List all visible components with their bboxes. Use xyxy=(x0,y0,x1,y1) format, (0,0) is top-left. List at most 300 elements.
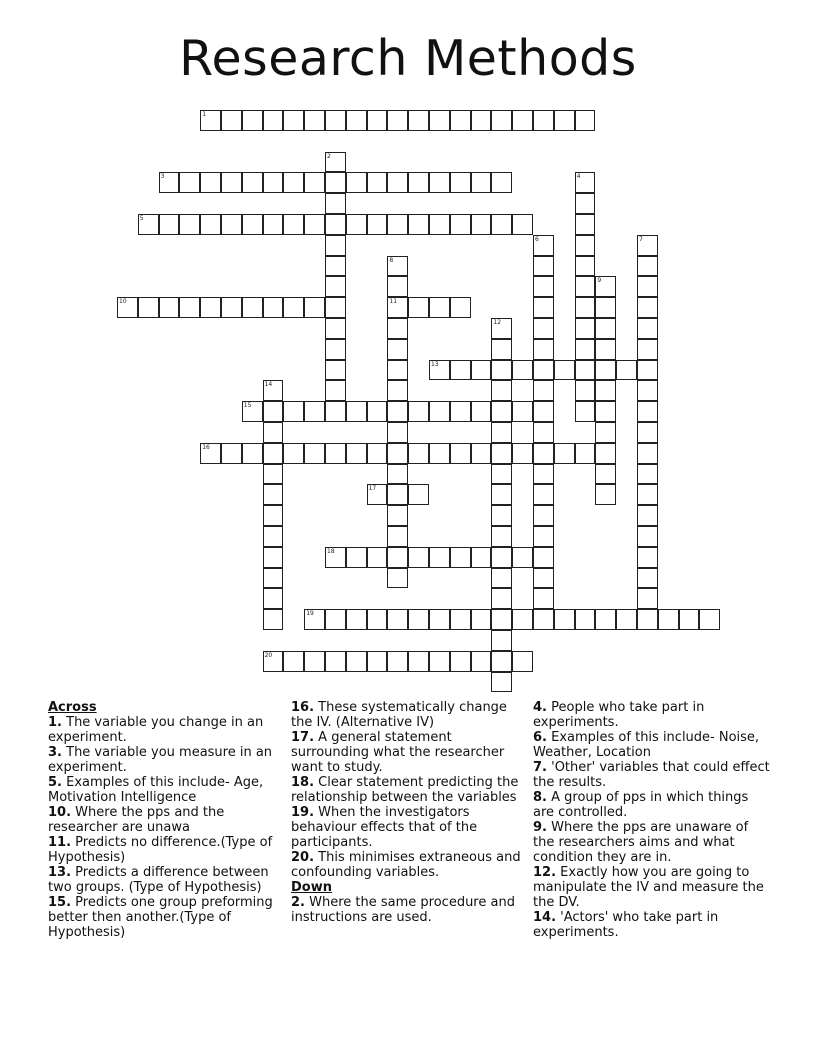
grid-cell[interactable] xyxy=(679,609,700,630)
grid-cell[interactable] xyxy=(429,547,450,568)
grid-cell[interactable] xyxy=(575,256,596,277)
grid-cell[interactable] xyxy=(221,297,242,318)
grid-cell[interactable] xyxy=(533,609,554,630)
grid-cell[interactable] xyxy=(450,360,471,381)
grid-cell[interactable] xyxy=(491,672,512,693)
grid-cell[interactable] xyxy=(387,214,408,235)
grid-cell[interactable] xyxy=(283,401,304,422)
grid-cell[interactable] xyxy=(387,443,408,464)
grid-cell[interactable] xyxy=(242,401,263,422)
grid-cell[interactable] xyxy=(575,609,596,630)
grid-cell[interactable] xyxy=(408,443,429,464)
grid-cell[interactable] xyxy=(367,214,388,235)
grid-cell[interactable] xyxy=(304,214,325,235)
grid-cell[interactable] xyxy=(429,443,450,464)
grid-cell[interactable] xyxy=(387,505,408,526)
grid-cell[interactable] xyxy=(138,214,159,235)
clue-text: 'Other' variables that could effect the results. xyxy=(533,760,770,790)
grid-cell[interactable] xyxy=(491,651,512,672)
clue-text: Exactly how you are going to manipulate the IV and measure the the DV. xyxy=(533,865,764,910)
clue-number: 11. xyxy=(48,835,72,850)
grid-cell[interactable] xyxy=(554,443,575,464)
grid-cell[interactable] xyxy=(346,401,367,422)
grid-cell[interactable] xyxy=(450,651,471,672)
grid-cell[interactable] xyxy=(595,339,616,360)
grid-cell[interactable] xyxy=(471,547,492,568)
grid-cell[interactable] xyxy=(533,318,554,339)
grid-cell[interactable] xyxy=(263,526,284,547)
grid-cell[interactable] xyxy=(242,297,263,318)
grid-cell[interactable] xyxy=(450,401,471,422)
grid-cell[interactable] xyxy=(200,443,221,464)
clue-down-8 xyxy=(533,790,773,820)
grid-cell[interactable] xyxy=(575,380,596,401)
grid-cell[interactable] xyxy=(595,380,616,401)
grid-cell[interactable] xyxy=(283,172,304,193)
grid-cell[interactable] xyxy=(367,401,388,422)
grid-cell[interactable] xyxy=(429,360,450,381)
grid-cell[interactable] xyxy=(263,443,284,464)
clue-across-10 xyxy=(48,805,278,835)
clue-across-16 xyxy=(291,700,521,730)
grid-cell[interactable] xyxy=(263,547,284,568)
clue-text: Where the pps are unaware of the researchers aims and what condition they are in. xyxy=(533,820,749,865)
grid-cell[interactable] xyxy=(471,360,492,381)
grid-cell[interactable] xyxy=(491,443,512,464)
grid-cell[interactable] xyxy=(325,339,346,360)
grid-cell[interactable] xyxy=(637,276,658,297)
grid-cell[interactable] xyxy=(575,172,596,193)
grid-cell[interactable] xyxy=(575,401,596,422)
grid-cell[interactable] xyxy=(242,214,263,235)
grid-cell[interactable] xyxy=(429,110,450,131)
grid-cell[interactable] xyxy=(471,651,492,672)
grid-cell[interactable] xyxy=(387,339,408,360)
grid-cell[interactable] xyxy=(325,172,346,193)
grid-cell[interactable] xyxy=(179,172,200,193)
page-title: Research Methods xyxy=(179,30,637,87)
grid-cell[interactable] xyxy=(408,484,429,505)
grid-cell[interactable] xyxy=(512,547,533,568)
grid-cell[interactable] xyxy=(637,443,658,464)
grid-cell[interactable] xyxy=(491,214,512,235)
grid-cell[interactable] xyxy=(179,297,200,318)
grid-cell[interactable] xyxy=(325,360,346,381)
grid-cell[interactable] xyxy=(387,110,408,131)
grid-cell[interactable] xyxy=(491,609,512,630)
grid-cell[interactable] xyxy=(367,110,388,131)
grid-cell[interactable] xyxy=(533,110,554,131)
grid-cell[interactable] xyxy=(304,443,325,464)
grid-cell[interactable] xyxy=(595,484,616,505)
grid-cell[interactable] xyxy=(491,172,512,193)
grid-cell[interactable] xyxy=(533,484,554,505)
grid-cell[interactable] xyxy=(616,609,637,630)
grid-cell[interactable] xyxy=(637,484,658,505)
grid-cell[interactable] xyxy=(304,651,325,672)
grid-cell[interactable] xyxy=(346,214,367,235)
grid-cell[interactable] xyxy=(263,214,284,235)
grid-cell[interactable] xyxy=(387,609,408,630)
grid-cell[interactable] xyxy=(491,588,512,609)
clue-across-18 xyxy=(291,775,521,805)
grid-cell[interactable] xyxy=(575,214,596,235)
grid-cell[interactable] xyxy=(325,235,346,256)
grid-cell[interactable] xyxy=(533,505,554,526)
grid-cell[interactable] xyxy=(387,484,408,505)
grid-cell[interactable] xyxy=(450,214,471,235)
cell-number: 20 xyxy=(264,651,273,659)
grid-cell[interactable] xyxy=(471,214,492,235)
grid-cell[interactable] xyxy=(387,172,408,193)
grid-cell[interactable] xyxy=(283,443,304,464)
grid-cell[interactable] xyxy=(325,609,346,630)
grid-cell[interactable] xyxy=(325,380,346,401)
grid-cell[interactable] xyxy=(471,110,492,131)
grid-cell[interactable] xyxy=(325,443,346,464)
grid-cell[interactable] xyxy=(595,464,616,485)
grid-cell[interactable] xyxy=(242,172,263,193)
grid-cell[interactable] xyxy=(325,214,346,235)
grid-cell[interactable] xyxy=(200,297,221,318)
grid-cell[interactable] xyxy=(263,464,284,485)
grid-cell[interactable] xyxy=(387,380,408,401)
grid-cell[interactable] xyxy=(200,110,221,131)
grid-cell[interactable] xyxy=(533,422,554,443)
grid-cell[interactable] xyxy=(283,651,304,672)
grid-cell[interactable] xyxy=(408,214,429,235)
grid-cell[interactable] xyxy=(595,443,616,464)
grid-cell[interactable] xyxy=(512,110,533,131)
grid-cell[interactable] xyxy=(325,110,346,131)
grid-cell[interactable] xyxy=(242,110,263,131)
grid-cell[interactable] xyxy=(429,651,450,672)
grid-cell[interactable] xyxy=(159,172,180,193)
grid-cell[interactable] xyxy=(491,360,512,381)
grid-cell[interactable] xyxy=(408,651,429,672)
grid-cell[interactable] xyxy=(387,256,408,277)
clue-down-7 xyxy=(533,760,773,790)
grid-cell[interactable] xyxy=(637,568,658,589)
grid-cell[interactable] xyxy=(429,297,450,318)
clue-down-9 xyxy=(533,820,773,865)
grid-cell[interactable] xyxy=(637,360,658,381)
grid-cell[interactable] xyxy=(491,110,512,131)
grid-cell[interactable] xyxy=(387,318,408,339)
grid-cell[interactable] xyxy=(575,193,596,214)
grid-cell[interactable] xyxy=(408,297,429,318)
grid-cell[interactable] xyxy=(367,443,388,464)
grid-cell[interactable] xyxy=(221,214,242,235)
grid-cell[interactable] xyxy=(304,401,325,422)
grid-cell[interactable] xyxy=(283,110,304,131)
grid-cell[interactable] xyxy=(595,401,616,422)
cell-number: 18 xyxy=(327,547,335,555)
clue-number: 18. xyxy=(291,775,315,790)
grid-cell[interactable] xyxy=(304,110,325,131)
cell-number: 9 xyxy=(597,277,602,285)
grid-cell[interactable] xyxy=(575,276,596,297)
grid-cell[interactable] xyxy=(533,276,554,297)
grid-cell[interactable] xyxy=(263,568,284,589)
grid-cell[interactable] xyxy=(533,588,554,609)
grid-cell[interactable] xyxy=(367,609,388,630)
grid-cell[interactable] xyxy=(575,360,596,381)
grid-cell[interactable] xyxy=(533,380,554,401)
clue-text: A group of pps in which things are controlled. xyxy=(533,790,749,820)
grid-cell[interactable] xyxy=(450,443,471,464)
grid-cell[interactable] xyxy=(200,172,221,193)
grid-cell[interactable] xyxy=(595,422,616,443)
cell-number: 1 xyxy=(202,111,207,118)
grid-cell[interactable] xyxy=(408,110,429,131)
grid-cell[interactable] xyxy=(408,609,429,630)
grid-cell[interactable] xyxy=(575,339,596,360)
grid-cell[interactable] xyxy=(325,318,346,339)
grid-cell[interactable] xyxy=(367,547,388,568)
grid-cell[interactable] xyxy=(221,110,242,131)
grid-cell[interactable] xyxy=(346,172,367,193)
grid-cell[interactable] xyxy=(367,172,388,193)
grid-cell[interactable] xyxy=(471,609,492,630)
clue-number: 13. xyxy=(48,865,72,880)
grid-cell[interactable] xyxy=(512,214,533,235)
grid-cell[interactable] xyxy=(367,484,388,505)
cell-number: 2 xyxy=(327,152,331,160)
grid-cell[interactable] xyxy=(138,297,159,318)
grid-cell[interactable] xyxy=(346,547,367,568)
grid-cell[interactable] xyxy=(263,401,284,422)
clue-across-1 xyxy=(48,715,278,745)
clue-across-11 xyxy=(48,835,278,865)
cell-number: 11 xyxy=(389,298,398,306)
grid-cell[interactable] xyxy=(491,505,512,526)
grid-cell[interactable] xyxy=(637,235,658,256)
grid-cell[interactable] xyxy=(637,526,658,547)
grid-cell[interactable] xyxy=(637,464,658,485)
grid-cell[interactable] xyxy=(325,276,346,297)
grid-cell[interactable] xyxy=(346,443,367,464)
grid-cell[interactable] xyxy=(242,443,263,464)
grid-cell[interactable] xyxy=(491,464,512,485)
grid-cell[interactable] xyxy=(387,651,408,672)
grid-cell[interactable] xyxy=(491,484,512,505)
grid-cell[interactable] xyxy=(637,422,658,443)
clue-across-20 xyxy=(291,850,521,880)
grid-cell[interactable] xyxy=(263,609,284,630)
grid-cell[interactable] xyxy=(637,339,658,360)
grid-cell[interactable] xyxy=(637,401,658,422)
clue-text: The variable you change in an experiment. xyxy=(48,715,264,745)
grid-cell[interactable] xyxy=(471,172,492,193)
grid-cell[interactable] xyxy=(179,214,200,235)
grid-cell[interactable] xyxy=(512,651,533,672)
grid-cell[interactable] xyxy=(533,256,554,277)
grid-cell[interactable] xyxy=(387,360,408,381)
grid-cell[interactable] xyxy=(263,588,284,609)
clue-text: When the investigators behaviour effects that of the participants. xyxy=(291,805,478,850)
clue-text: Where the same procedure and instructions are used. xyxy=(291,895,515,925)
grid-cell[interactable] xyxy=(554,609,575,630)
grid-cell[interactable] xyxy=(533,547,554,568)
grid-cell[interactable] xyxy=(595,318,616,339)
clue-number: 14. xyxy=(533,910,557,925)
grid-cell[interactable] xyxy=(471,401,492,422)
clue-down-6 xyxy=(533,730,773,760)
grid-cell[interactable] xyxy=(575,235,596,256)
grid-cell[interactable] xyxy=(512,360,533,381)
grid-cell[interactable] xyxy=(387,401,408,422)
grid-cell[interactable] xyxy=(117,297,138,318)
grid-cell[interactable] xyxy=(325,547,346,568)
grid-cell[interactable] xyxy=(263,110,284,131)
grid-cell[interactable] xyxy=(575,318,596,339)
grid-cell[interactable] xyxy=(387,422,408,443)
grid-cell[interactable] xyxy=(263,380,284,401)
grid-cell[interactable] xyxy=(658,609,679,630)
grid-cell[interactable] xyxy=(491,339,512,360)
clues-column-1 xyxy=(48,700,278,940)
grid-cell[interactable] xyxy=(637,297,658,318)
grid-cell[interactable] xyxy=(450,110,471,131)
grid-cell[interactable] xyxy=(387,526,408,547)
grid-cell[interactable] xyxy=(450,547,471,568)
grid-cell[interactable] xyxy=(304,172,325,193)
grid-cell[interactable] xyxy=(533,360,554,381)
grid-cell[interactable] xyxy=(387,276,408,297)
grid-cell[interactable] xyxy=(512,609,533,630)
grid-cell[interactable] xyxy=(221,443,242,464)
grid-cell[interactable] xyxy=(408,401,429,422)
grid-cell[interactable] xyxy=(491,547,512,568)
grid-cell[interactable] xyxy=(491,401,512,422)
clue-text: Predicts one group preforming better then another.(Type of Hypothesis) xyxy=(48,895,273,940)
clues-column-3 xyxy=(533,700,773,940)
grid-cell[interactable] xyxy=(533,443,554,464)
grid-cell[interactable] xyxy=(637,609,658,630)
grid-cell[interactable] xyxy=(637,588,658,609)
grid-cell[interactable] xyxy=(533,401,554,422)
grid-cell[interactable] xyxy=(304,297,325,318)
grid-cell[interactable] xyxy=(325,256,346,277)
grid-cell[interactable] xyxy=(263,484,284,505)
grid-cell[interactable] xyxy=(200,214,221,235)
grid-cell[interactable] xyxy=(325,651,346,672)
grid-cell[interactable] xyxy=(637,505,658,526)
clue-down-2 xyxy=(291,895,521,925)
grid-cell[interactable] xyxy=(491,526,512,547)
grid-cell[interactable] xyxy=(263,505,284,526)
grid-cell[interactable] xyxy=(346,651,367,672)
grid-cell[interactable] xyxy=(595,276,616,297)
grid-cell[interactable] xyxy=(325,297,346,318)
grid-cell[interactable] xyxy=(575,110,596,131)
grid-cell[interactable] xyxy=(387,297,408,318)
grid-cell[interactable] xyxy=(159,297,180,318)
grid-cell[interactable] xyxy=(346,609,367,630)
clue-text: This minimises extraneous and confounding variables. xyxy=(291,850,521,880)
grid-cell[interactable] xyxy=(512,401,533,422)
clue-number: 20. xyxy=(291,850,315,865)
grid-cell[interactable] xyxy=(595,609,616,630)
grid-cell[interactable] xyxy=(533,339,554,360)
grid-cell[interactable] xyxy=(283,297,304,318)
grid-cell[interactable] xyxy=(263,651,284,672)
grid-cell[interactable] xyxy=(554,360,575,381)
grid-cell[interactable] xyxy=(283,214,304,235)
grid-cell[interactable] xyxy=(533,464,554,485)
grid-cell[interactable] xyxy=(491,422,512,443)
grid-cell[interactable] xyxy=(637,380,658,401)
grid-cell[interactable] xyxy=(304,609,325,630)
grid-cell[interactable] xyxy=(575,297,596,318)
grid-cell[interactable] xyxy=(450,609,471,630)
grid-cell[interactable] xyxy=(367,651,388,672)
grid-cell[interactable] xyxy=(429,172,450,193)
grid-cell[interactable] xyxy=(533,235,554,256)
grid-cell[interactable] xyxy=(408,172,429,193)
clue-number: 9. xyxy=(533,820,547,835)
grid-cell[interactable] xyxy=(471,443,492,464)
grid-cell[interactable] xyxy=(699,609,720,630)
cell-number: 7 xyxy=(639,235,643,243)
grid-cell[interactable] xyxy=(512,443,533,464)
grid-cell[interactable] xyxy=(450,172,471,193)
grid-cell[interactable] xyxy=(346,110,367,131)
grid-cell[interactable] xyxy=(325,193,346,214)
grid-cell[interactable] xyxy=(554,110,575,131)
grid-cell[interactable] xyxy=(533,526,554,547)
clue-text: Predicts a difference between two groups. (Type of Hypothesis) xyxy=(48,865,269,895)
grid-cell[interactable] xyxy=(221,172,242,193)
grid-cell[interactable] xyxy=(263,172,284,193)
grid-cell[interactable] xyxy=(408,547,429,568)
grid-cell[interactable] xyxy=(637,256,658,277)
grid-cell[interactable] xyxy=(637,318,658,339)
clue-across-13 xyxy=(48,865,278,895)
grid-cell[interactable] xyxy=(616,360,637,381)
grid-cell[interactable] xyxy=(159,214,180,235)
grid-cell[interactable] xyxy=(595,297,616,318)
grid-cell[interactable] xyxy=(491,630,512,651)
clues-column-2 xyxy=(291,700,521,925)
grid-cell[interactable] xyxy=(595,360,616,381)
grid-cell[interactable] xyxy=(450,297,471,318)
clue-across-19 xyxy=(291,805,521,850)
grid-cell[interactable] xyxy=(429,401,450,422)
grid-cell[interactable] xyxy=(491,380,512,401)
grid-cell[interactable] xyxy=(533,568,554,589)
grid-cell[interactable] xyxy=(387,547,408,568)
grid-cell[interactable] xyxy=(387,464,408,485)
grid-cell[interactable] xyxy=(637,547,658,568)
grid-cell[interactable] xyxy=(325,401,346,422)
cell-number: 19 xyxy=(306,610,314,618)
clue-number: 10. xyxy=(48,805,72,820)
grid-cell[interactable] xyxy=(263,297,284,318)
grid-cell[interactable] xyxy=(325,152,346,173)
grid-cell[interactable] xyxy=(533,297,554,318)
grid-cell[interactable] xyxy=(429,214,450,235)
grid-cell[interactable] xyxy=(491,318,512,339)
grid-cell[interactable] xyxy=(491,568,512,589)
grid-cell[interactable] xyxy=(429,609,450,630)
grid-cell[interactable] xyxy=(387,568,408,589)
cell-number: 17 xyxy=(368,485,377,493)
cell-number: 3 xyxy=(160,173,165,181)
grid-cell[interactable] xyxy=(575,443,596,464)
grid-cell[interactable] xyxy=(263,422,284,443)
